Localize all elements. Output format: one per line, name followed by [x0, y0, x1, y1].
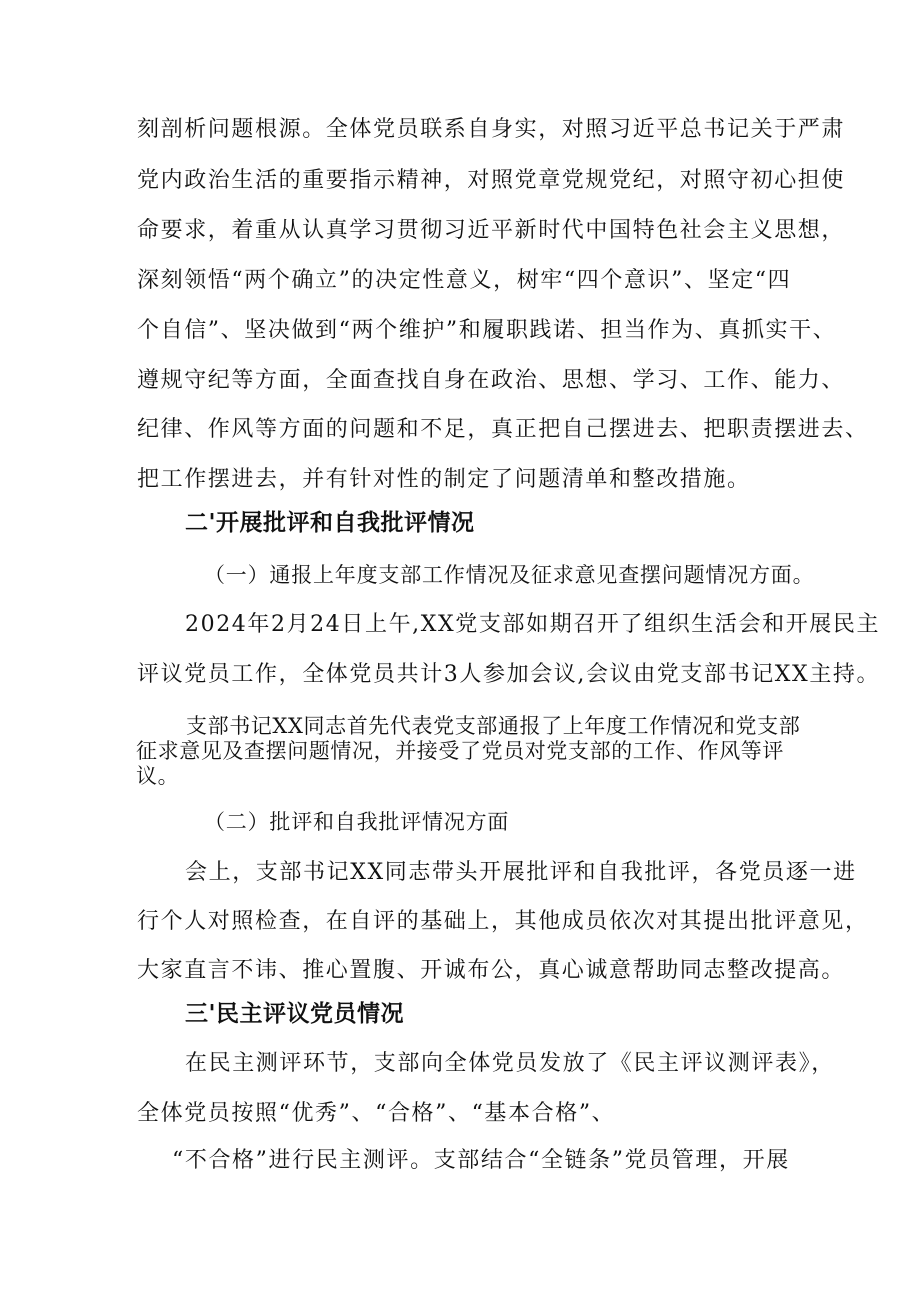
paragraph-line: 遵规守纪等方面，全面查找自身在政治、思想、学习、工作、能力、 [137, 368, 846, 393]
section-heading: 二'开展批评和自我批评情况 [185, 510, 475, 536]
subsection-heading: （二）批评和自我批评情况方面 [204, 810, 510, 834]
paragraph-line: 命要求，着重从认真学习贯彻习近平新时代中国特色社会主义思想， [137, 218, 846, 243]
paragraph-line: 在民主测评环节，支部向全体党员发放了《民主评议测评表》， [185, 1051, 835, 1076]
paragraph-line: 行个人对照检查，在自评的基础上，其他成员依次对其提出批评意见， [137, 909, 869, 934]
paragraph-line: 2024年2月24日上午,XX党支部如期召开了组织生活会和开展民主 [185, 612, 881, 637]
paragraph-line: 把工作摆进去，并有针对性的制定了问题清单和整改措施。 [137, 467, 751, 492]
paragraph-line: “不合格”进行民主测评。支部结合“全链条”党员管理，开展 [172, 1148, 790, 1173]
paragraph-line: 党内政治生活的重要指示精神，对照党章党规党纪，对照守初心担使 [137, 168, 846, 193]
paragraph-line: 征求意见及查摆问题情况，并接受了党员对党支部的工作、作风等评 [136, 739, 784, 763]
paragraph-line: 评议党员工作，全体党员共计3人参加会议,会议由党支部书记XX主持。 [137, 662, 881, 687]
paragraph-line: 纪律、作风等方面的问题和不足，真正把自己摆进去、把职责摆进去、 [137, 417, 869, 442]
paragraph-line: 议。 [136, 764, 180, 788]
paragraph-line: 个自信”、坚决做到“两个维护”和履职践诺、担当作为、真抓实干、 [137, 318, 837, 343]
paragraph-line: 会上，支部书记XX同志带头开展批评和自我批评，各党员逐一进 [185, 860, 857, 885]
section-heading: 三'民主评议党员情况 [185, 1001, 405, 1027]
paragraph-line: 全体党员按照“优秀”、“合格”、“基本合格”、 [137, 1101, 616, 1126]
paragraph-line: 支部书记XX同志首先代表党支部通报了上年度工作情况和党支部 [186, 714, 801, 738]
paragraph-line: 深刻领悟“两个确立”的决定性意义，树牢“四个意识”、坚定“四 [137, 268, 792, 293]
paragraph-line: 大家直言不讳、推心置腹、开诚布公，真心诚意帮助同志整改提高。 [137, 958, 846, 983]
paragraph-line: 刻剖析问题根源。全体党员联系自身实，对照习近平总书记关于严肃 [137, 117, 846, 142]
subsection-heading: （一）通报上年度支部工作情况及征求意见查摆问题情况方面。 [204, 563, 815, 587]
